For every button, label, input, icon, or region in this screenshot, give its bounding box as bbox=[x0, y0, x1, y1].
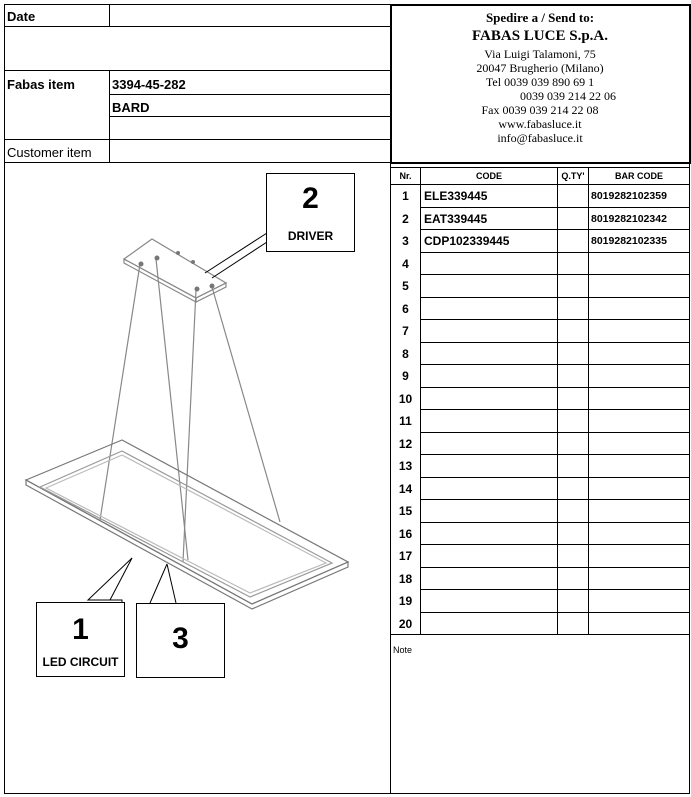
address-fax: Fax 0039 039 214 22 08 bbox=[481, 103, 599, 117]
row-code: EAT339445 bbox=[424, 211, 488, 226]
callout-driver bbox=[266, 173, 355, 252]
callout-2-label: DRIVER bbox=[287, 229, 334, 243]
frame-inner bbox=[40, 451, 332, 597]
cable-1 bbox=[100, 264, 140, 520]
frame-bottom bbox=[4, 793, 690, 794]
callout-3 bbox=[136, 603, 225, 678]
table-col-3 bbox=[588, 167, 589, 634]
row-number: 19 bbox=[398, 594, 413, 608]
cable-3 bbox=[183, 290, 196, 562]
row-number: 17 bbox=[398, 549, 413, 563]
header-barcode: BAR CODE bbox=[614, 171, 663, 181]
row-divider bbox=[420, 522, 689, 523]
row-divider bbox=[420, 274, 689, 275]
row-divider bbox=[420, 477, 689, 478]
leader-3b bbox=[167, 564, 176, 603]
header-qty: Q.TY' bbox=[561, 171, 585, 181]
row-number: 15 bbox=[398, 504, 413, 518]
row-number: 13 bbox=[398, 459, 413, 473]
table-col-2 bbox=[557, 167, 558, 634]
callout-2-number: 2 bbox=[302, 182, 319, 215]
leader-1 bbox=[88, 558, 132, 603]
form-col-divider bbox=[109, 4, 110, 26]
form-line-5 bbox=[4, 139, 390, 140]
row-number: 16 bbox=[398, 526, 413, 541]
row-divider bbox=[420, 297, 689, 298]
row-number: 14 bbox=[398, 481, 413, 496]
frame-outer-lower bbox=[26, 480, 348, 609]
row-code: ELE339445 bbox=[424, 189, 488, 203]
callout-led-circuit bbox=[36, 602, 125, 677]
row-divider bbox=[420, 432, 689, 433]
callout-1-label: LED CIRCUIT bbox=[42, 655, 119, 669]
row-number: 11 bbox=[399, 414, 412, 428]
row-number: 9 bbox=[402, 369, 409, 383]
form-line-4 bbox=[109, 116, 390, 117]
leader-1b bbox=[110, 558, 132, 600]
row-barcode: 8019282102335 bbox=[591, 235, 667, 247]
customer-item-label: Customer item bbox=[7, 145, 92, 160]
row-number: 12 bbox=[398, 436, 413, 451]
date-label: Date bbox=[7, 9, 36, 24]
row-divider bbox=[420, 252, 689, 253]
send-to-label: Spedire a / Send to: bbox=[485, 10, 595, 25]
row-divider bbox=[420, 387, 689, 388]
company-name: FABAS LUCE S.p.A. bbox=[471, 28, 608, 44]
row-number: 1 bbox=[402, 189, 409, 203]
row-number: 3 bbox=[402, 234, 409, 248]
row-number: 5 bbox=[402, 279, 409, 293]
frame-outer bbox=[26, 440, 348, 604]
address-tel-2: 0039 039 214 22 06 bbox=[520, 89, 616, 103]
row-number: 10 bbox=[398, 391, 413, 406]
header-code: CODE bbox=[475, 171, 502, 181]
address-web: www.fabasluce.it bbox=[498, 117, 582, 131]
row-number: 4 bbox=[402, 256, 409, 271]
header-nr: Nr. bbox=[399, 171, 412, 181]
cable-4 bbox=[212, 287, 280, 522]
row-barcode: 8019282102359 bbox=[591, 190, 667, 202]
row-divider bbox=[420, 409, 689, 410]
address-city: 20047 Brugherio (Milano) bbox=[476, 61, 604, 75]
row-divider bbox=[420, 342, 689, 343]
row-number: 2 bbox=[402, 211, 409, 226]
row-divider bbox=[420, 589, 689, 590]
callout-3-number: 3 bbox=[172, 622, 189, 655]
callout-1-number: 1 bbox=[72, 613, 89, 646]
row-number: 7 bbox=[402, 324, 409, 338]
row-divider bbox=[420, 612, 689, 613]
row-divider bbox=[420, 319, 689, 320]
row-number: 6 bbox=[402, 301, 409, 316]
row-divider bbox=[420, 499, 689, 500]
fabas-item-code: 3394-45-282 bbox=[112, 77, 186, 92]
table-col-1 bbox=[420, 167, 421, 634]
row-number: 18 bbox=[398, 571, 413, 586]
table-bottom bbox=[390, 634, 689, 635]
cable-2 bbox=[156, 259, 188, 560]
address-street: Via Luigi Talamoni, 75 bbox=[484, 47, 596, 61]
row-number: 8 bbox=[402, 346, 409, 361]
leader-2 bbox=[205, 233, 267, 278]
row-divider bbox=[420, 567, 689, 568]
product-name: BARD bbox=[112, 100, 150, 115]
address-tel-1: Tel 0039 039 890 69 1 bbox=[485, 75, 595, 89]
address-email: info@fabasluce.it bbox=[497, 131, 583, 145]
row-divider bbox=[420, 364, 689, 365]
form-line-3 bbox=[109, 94, 390, 95]
note-label: Note bbox=[393, 645, 413, 655]
leader-3 bbox=[150, 564, 167, 603]
row-divider bbox=[420, 544, 689, 545]
fabas-item-label: Fabas item bbox=[7, 77, 75, 92]
row-code: CDP102339445 bbox=[424, 234, 510, 248]
form-line-1 bbox=[4, 26, 390, 27]
row-divider bbox=[420, 454, 689, 455]
form-line-2 bbox=[4, 70, 390, 71]
row-number: 20 bbox=[398, 616, 413, 631]
row-barcode: 8019282102342 bbox=[591, 212, 667, 225]
